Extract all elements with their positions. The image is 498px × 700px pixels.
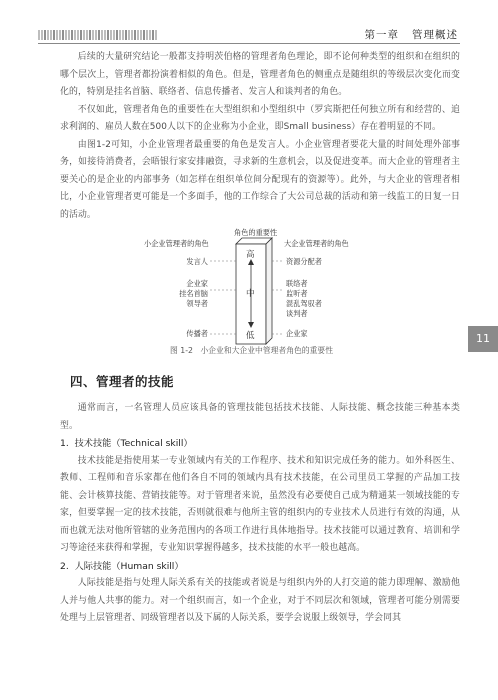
small-business-roles-heading: 小企业管理者的角色 — [144, 239, 209, 248]
subsection-title-human-skill: 2. 人际技能（Human skill） — [60, 560, 184, 572]
right-role-label: 混乱驾驭者 — [286, 299, 322, 308]
figure-1-2 — [60, 228, 460, 355]
left-role-label: 发言人 — [186, 257, 208, 266]
technical-skill-paragraph: 技术技能是指使用某一专业领域内有关的工作程序、技术和知识完成任务的能力。如外科医生、教师、工程师和音乐家都在他们各自不同的领域内具有技术技能，在公司里员工掌握的产品加工技能、会计核算技能、营销技能等。对于管理者来说，虽然没有必要使自己成为精通某一领域技能的专家，但要掌握一定的技术技能，否则就很难与他所主管的组织内的专业技术人员进行有效的沟通，从而也就无法对他所管辖的业务范围内的各项工作进行具体地指导。技术技能可以通过教育、培训和学习等途径来获得和掌握，专业知识掌握得越多，技术技能的水平一般也越高。 — [60, 455, 460, 553]
scale-low-label: 低 — [246, 331, 255, 341]
body-paragraph: 后续的大量研究结论一般都支持明茨伯格的管理者角色理论，即不论何种类型的组织和在组织的哪个层次上，管理者都扮演着相似的角色。但是，管理者角色的侧重点是随组织的等级层次变化而变化的，特别是挂名首脑、联络者、信息传播者、发言人和谈判者的角色。 — [60, 52, 460, 97]
left-role-label: 领导者 — [186, 299, 208, 308]
right-role-label: 谈判者 — [286, 309, 308, 318]
body-paragraph: 不仅如此，管理者角色的重要性在大型组织和小型组织中（罗宾斯把任何独立所有和经营的、追求利润的、雇员人数在500人以下的企业称为小企业，即Small business）存在着明显的不同。 — [60, 104, 460, 132]
scale-mid-label: 中 — [246, 289, 255, 299]
right-role-label: 企业家 — [286, 329, 308, 338]
header-rule — [38, 43, 460, 44]
page-number-tab: 11 — [468, 326, 498, 352]
human-skill-paragraph: 人际技能是指与处理人际关系有关的技能或者说是与组织内外的人打交道的能力即理解、激励他人并与他人共事的能力。对一个组织而言，如一个企业，对于不同层次和领域，管理者可能分别需要处理与上层管理者、同级管理者以及下属的人际关系，要学会说服上级领导，学会同其 — [60, 578, 460, 623]
left-role-label: 挂名首脑 — [179, 289, 208, 298]
section-heading: 四、管理者的技能 — [70, 374, 175, 389]
running-header-title: 第一章 管理概述 — [364, 29, 458, 41]
body-paragraph: 由图1-2可知，小企业管理者最重要的角色是发言人。小企业管理者要花大量的时间处理外部事务，如接待消费者，会晤银行家安排融资，寻求新的生意机会，以及促进变革。而大企业的管理者主要关心的是企业的内部事务（如怎样在组织单位间分配现有的资源等）。此外，与大企业的管理者相比，小企业管理者更可能是一个多面手，他的工作综合了大公司总裁的活动和第一线监工的日复一日的活动。 — [60, 139, 460, 220]
figure-caption: 图 1-2 小企业和大企业中管理者角色的重要性 — [170, 346, 333, 355]
left-role-label: 企业家 — [186, 279, 208, 288]
section-intro-paragraph: 通常而言，一名管理人员应该具备的管理技能包括技术技能、人际技能、概念技能三种基本类型。 — [60, 403, 460, 431]
importance-box-diagram — [60, 228, 460, 346]
right-role-label: 资源分配者 — [286, 257, 322, 266]
large-business-roles-heading: 大企业管理者的角色 — [284, 239, 349, 248]
importance-heading: 角色的重要性 — [234, 228, 278, 237]
page-body — [60, 49, 460, 628]
scale-high-label: 高 — [246, 250, 255, 260]
right-role-label: 监听者 — [286, 289, 308, 298]
subsection-title-technical-skill: 1. 技术技能（Technical skill） — [60, 438, 193, 449]
header-decorative-stripes — [38, 30, 157, 40]
left-role-label: 传播者 — [186, 329, 208, 338]
right-role-label: 联络者 — [286, 279, 308, 288]
